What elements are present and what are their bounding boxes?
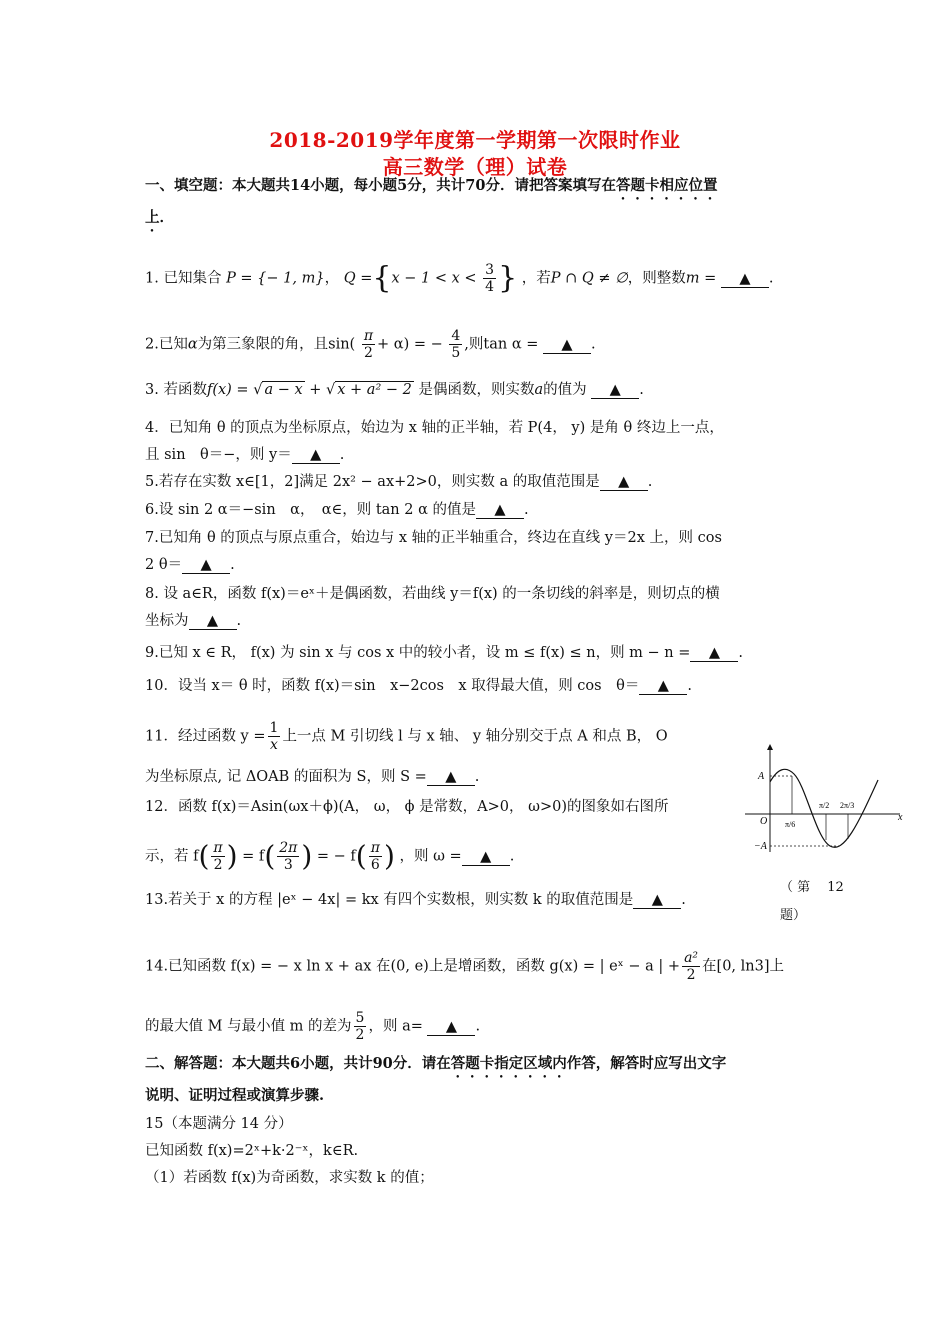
- section2-heading: 二、解答题：本大题共6小题，共计90分．请在答题卡指定区域内作答，解答时应写出文字: [145, 1055, 727, 1072]
- question-8-line2: 坐标为 ▲ .: [145, 613, 242, 629]
- answer-blank[interactable]: ▲: [462, 849, 510, 866]
- question-15-part1: （1）若函数 f(x)为奇函数，求实数 k 的值；: [145, 1170, 434, 1186]
- label-x: x: [898, 812, 903, 823]
- tick-2pi3: 2π/3: [840, 801, 855, 810]
- question-11-line1: 11．经过函数 y = $\frac{1}{x}$ 上一点 M 引切线 l 与 x 轴、 y 轴分别交于点 A 和点 B， O: [145, 720, 668, 753]
- answer-blank[interactable]: ▲: [182, 557, 230, 574]
- section1-heading-end: 上．: [145, 209, 174, 226]
- answer-blank[interactable]: ▲: [189, 613, 237, 630]
- question-15-stem: 已知函数 f(x)=2ˣ+k·2⁻ˣ，k∈R.: [145, 1143, 359, 1159]
- question-3: 3. 若函数f(x) = √ a − x + √ x + a² − 2 是偶函数，则实数a的值为 ▲ .: [145, 382, 644, 398]
- question-9: 9.已知 x ∈ R， f(x) 为 sin x 与 cos x 中的较小者，设 m ≤ f(x) ≤ n，则 m − n = ▲ .: [145, 645, 744, 661]
- graph-caption-2: 题）: [780, 908, 807, 923]
- label-O: O: [760, 816, 768, 827]
- question-7-line2: 2 θ＝ ▲ .: [145, 557, 235, 573]
- question-6: 6.设 sin 2 α＝−sin α， α∈，则 tan 2 α 的值是 ▲ .: [145, 502, 529, 518]
- answer-blank[interactable]: ▲: [476, 502, 524, 519]
- answer-blank[interactable]: ▲: [639, 678, 687, 695]
- section1-heading: 一、填空题：本大题共14小题，每小题5分，共计70分．请把答案填写在答题卡相应位置: [145, 177, 718, 194]
- graph-caption-1: （ 第 12: [780, 880, 844, 895]
- label-A: A: [758, 771, 765, 782]
- question-8-line1: 8. 设 a∈R，函数 f(x)＝eˣ＋是偶函数，若曲线 y＝f(x) 的一条切线的斜率是，则切点的横: [145, 586, 720, 602]
- answer-blank[interactable]: ▲: [721, 271, 769, 288]
- answer-blank[interactable]: ▲: [427, 769, 475, 786]
- answer-blank[interactable]: ▲: [600, 474, 648, 491]
- question-14-line2: 的最大值 M 与最小值 m 的差为 $\frac{5}{2}$ ，则 a= ▲ .: [145, 1010, 481, 1043]
- sine-graph: [740, 742, 910, 857]
- question-5: 5.若存在实数 x∈[1，2]满足 2x² − ax+2>0，则实数 a 的取值范围是 ▲ .: [145, 474, 653, 490]
- question-1: 1. 已知集合 P = {− 1, m}， Q ={x − 1 < x < $\frac{3}{4}$ } ，若P ∩ Q ≠ ∅，则整数m = ▲ .: [145, 260, 774, 296]
- question-14-line1: 14.已知函数 f(x) = − x ln x + ax 在(0, e)上是增函数，函数 g(x) = | eˣ − a | + $\frac{\text{a²}}{2}$ 在[0, ln3]上: [145, 950, 785, 983]
- question-7-line1: 7.已知角 θ 的顶点与原点重合，始边与 x 轴的正半轴重合，终边在直线 y＝2x 上，则 cos: [145, 530, 722, 546]
- answer-blank[interactable]: ▲: [690, 645, 738, 662]
- answer-blank[interactable]: ▲: [292, 447, 340, 464]
- section2-heading-line2: 说明、证明过程或演算步骤.: [145, 1087, 325, 1104]
- question-12-line2: 示，若 f( $\frac{\pi}{2}$ ) = f( $\frac{2\pi}{3}$ ) = − f( $\frac{\pi}{6}$ ) ，则 ω = ▲ .: [145, 839, 515, 873]
- answer-blank[interactable]: ▲: [427, 1019, 475, 1036]
- question-4-line1: 4．已知角 θ 的顶点为坐标原点，始边为 x 轴的正半轴，若 P(4， y) 是角 θ 终边上一点，: [145, 420, 724, 436]
- question-12-line1: 12．函数 f(x)＝Asin(ωx＋ϕ)(A， ω， ϕ 是常数，A>0， ω>0)的图象如右图所: [145, 799, 669, 815]
- answer-blank[interactable]: ▲: [543, 337, 591, 354]
- y-axis-arrow: [767, 744, 773, 750]
- question-11-line2: 为坐标原点, 记 ΔOAB 的面积为 S，则 S = ▲ .: [145, 769, 480, 785]
- tick-pi6: π/6: [785, 820, 796, 829]
- title-line1: 2018-2019学年度第一学期第一次限时作业: [269, 128, 681, 152]
- question-15-title: 15（本题满分 14 分）: [145, 1116, 293, 1132]
- answer-blank[interactable]: ▲: [633, 892, 681, 909]
- question-10: 10．设当 x＝ θ 时，函数 f(x)＝sin x−2cos x 取得最大值，则 cos θ＝ ▲ .: [145, 678, 692, 694]
- question-4-line2: 且 sin θ＝−，则 y＝ ▲ .: [145, 447, 345, 463]
- label-negA: −A: [754, 841, 767, 852]
- tick-pi2: π/2: [819, 801, 830, 810]
- title-line2: 高三数学（理）试卷: [382, 155, 568, 179]
- question-13: 13.若关于 x 的方程 |eˣ − 4x| = kx 有四个实数根，则实数 k 的取值范围是 ▲ .: [145, 892, 686, 908]
- question-2: 2.已知α为第三象限的角，且sin( $\frac{\pi}{2}$ + α) = − $\frac{4}{5}$ ,则tan α = ▲ .: [145, 328, 596, 361]
- answer-blank[interactable]: ▲: [591, 382, 639, 399]
